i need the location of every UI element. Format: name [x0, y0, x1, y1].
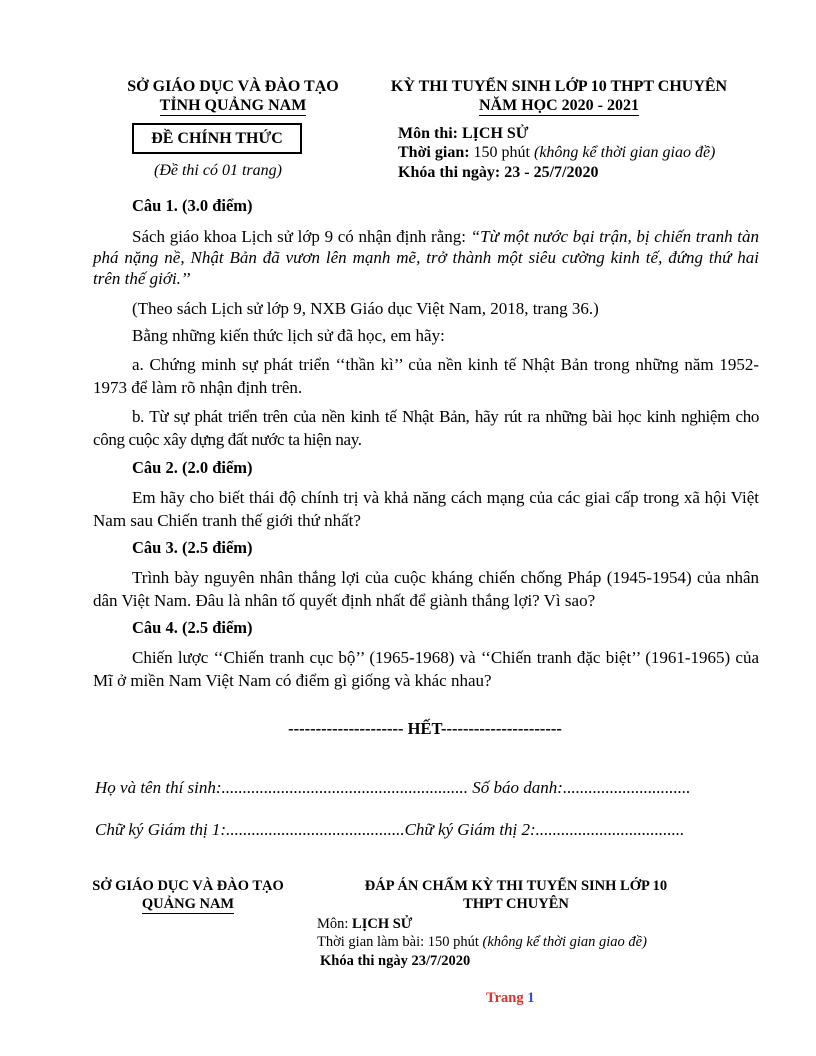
province-name [108, 96, 358, 116]
exam-title: KỲ THI TUYỂN SINH LỚP 10 THPT CHUYÊN [390, 78, 728, 95]
page-number: 1 [527, 990, 535, 1006]
question-2-title: Câu 2. (2.0 điểm) [132, 458, 253, 477]
page-number-footer [486, 990, 534, 1007]
question-4-text: Chiến lược ‘‘Chiến tranh cục bộ’’ (1965-1968) và ‘‘Chiến tranh đặc biệt’’ (1961-1965) của Mĩ ở miền Nam Việt Nam có điểm gì giống và khác nhau? [93, 648, 759, 690]
answer-subject-value: LỊCH SỬ [352, 916, 413, 932]
question-2-text: Em hãy cho biết thái độ chính trị và khả năng cách mạng của các giai cấp trong xã hội Việt Nam sau Chiến tranh thế giới thứ nhất? [93, 488, 759, 530]
school-year-text: NĂM HỌC 2020 - 2021 [479, 97, 639, 114]
answer-department-name: SỞ GIÁO DỤC VÀ ĐÀO TẠO [92, 878, 284, 894]
question-1-part-a: a. Chứng minh sự phát triển ‘‘thần kì’’ của nền kinh tế Nhật Bản trong những năm 1952-1973 để làm rõ nhận định trên. [93, 355, 759, 397]
answer-province-text: QUẢNG NAM [141, 896, 235, 912]
question-1-intro: Sách giáo khoa Lịch sử lớp 9 có nhận định rằng: [132, 227, 471, 246]
answer-subject-label: Môn: [317, 916, 353, 932]
question-1-prompt: Bằng những kiến thức lịch sử đã học, em hãy: [132, 326, 445, 345]
question-1-title: Câu 1. (3.0 điểm) [132, 196, 253, 215]
answer-title-2: THPT CHUYÊN [463, 896, 569, 912]
question-3-title: Câu 3. (2.5 điểm) [132, 538, 253, 557]
question-1-quote: “Từ một nước bại trận, bị chiến tranh tàn phá nặng nề, Nhật Bản đã vươn lên mạnh mẽ, trở thành một siêu cường kinh tế, đứng thứ hai trên thế giới.’’ [93, 227, 759, 288]
time-info [398, 144, 715, 162]
question-1-source: (Theo sách Lịch sử lớp 9, NXB Giáo dục Việt Nam, 2018, trang 36.) [132, 299, 599, 318]
time-value: 150 phút [469, 144, 534, 161]
question-1-part-b: b. Từ sự phát triển trên của nền kinh tế Nhật Bản, hãy rút ra những bài học kinh nghiệm cho công cuộc xây dựng đất nước ta hiện nay. [93, 407, 759, 449]
province-name-text: TỈNH QUẢNG NAM [159, 97, 307, 114]
answer-title: ĐÁP ÁN CHẤM KỲ THI TUYỂN SINH LỚP 10 [364, 878, 668, 894]
question-3-text: Trình bày nguyên nhân thắng lợi của cuộc kháng chiến chống Pháp (1945-1954) của nhân dân Việt Nam. Đâu là nhân tố quyết định nhất để giành thắng lợi? Vì sao? [93, 568, 759, 610]
page-count-note: (Đề thi có 01 trang) [154, 162, 282, 179]
question-1-statement [93, 226, 759, 289]
answer-subject [317, 916, 412, 933]
time-label: Thời gian: [398, 144, 470, 161]
department-name: SỞ GIÁO DỤC VÀ ĐÀO TẠO [127, 78, 339, 95]
question-4-title: Câu 4. (2.5 điểm) [132, 618, 253, 637]
school-year [368, 96, 750, 116]
invigilator-signature-line: Chữ ký Giám thị 1:..........................................Chữ ký Giám thị 2:................................... [95, 820, 685, 839]
candidate-name-line: Họ và tên thí sinh:.......................................................... Số báo danh:.............................. [95, 778, 691, 797]
answer-time [317, 934, 647, 951]
exam-date: Khóa thi ngày: 23 - 25/7/2020 [398, 164, 599, 181]
answer-exam-date: Khóa thi ngày 23/7/2020 [320, 953, 471, 969]
answer-time-label: Thời gian làm bài: 150 phút [317, 934, 483, 950]
answer-province-name [72, 896, 304, 914]
page-label: Trang [486, 990, 528, 1006]
time-note: (không kể thời gian giao đề) [534, 144, 716, 161]
subject-label: Môn thi: LỊCH SỬ [398, 125, 529, 142]
official-exam-box: ĐỀ CHÍNH THỨC [132, 123, 302, 154]
answer-time-note: (không kể thời gian giao đề) [482, 934, 647, 950]
end-marker: --------------------- HẾT---------------------- [288, 719, 562, 738]
